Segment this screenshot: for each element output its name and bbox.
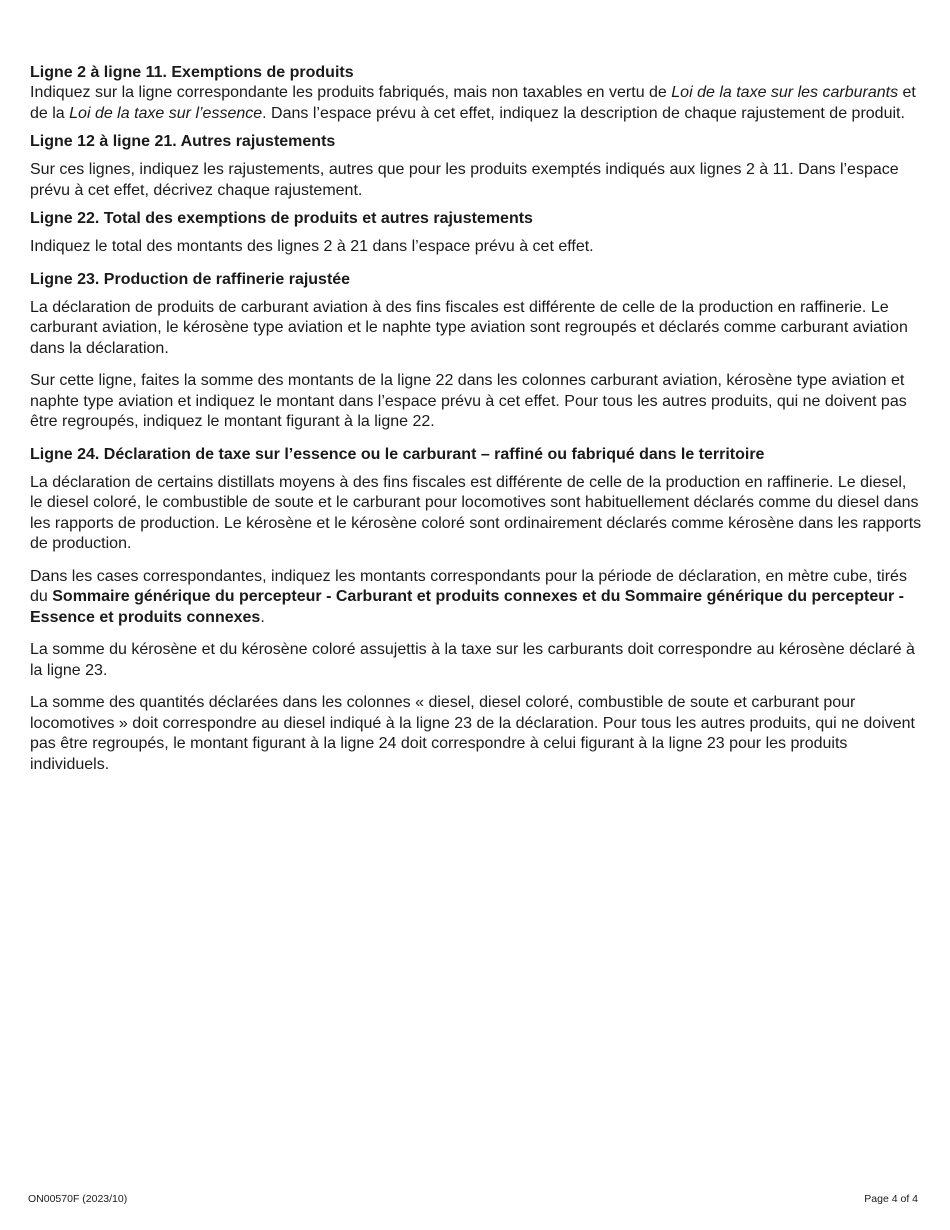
section-paragraph: La déclaration de produits de carburant aviation à des fins fiscales est différente de celle de la production en raffinerie. Le carburant aviation, le kérosène type aviation et le naphte type aviation sont regroupés et déclarés comme carburant aviation dans la déclaration.	[30, 298, 908, 357]
section-paragraph: La somme des quantités déclarées dans les colonnes « diesel, diesel coloré, combustible de soute et carburant pour locomotives » doit correspondre au diesel indiqué à la ligne 23 de la déclaration. Pour tous les autres produits, qui ne doivent pas être regroupés, le montant figurant à la ligne 24 doit correspondre à celui figurant à la ligne 23 pour les produits individuels.	[30, 694, 915, 773]
section-paragraph: La somme du kérosène et du kérosène coloré assujettis à la taxe sur les carburants doit correspondre au kérosène déclaré à la ligne 23.	[30, 641, 915, 679]
section-paragraph: La déclaration de certains distillats moyens à des fins fiscales est différente de celle de la production en raffinerie. Le diesel, le diesel coloré, le combustible de soute et le carburant pour locomotives sont habituellement déclarés comme du diesel dans les rapports de production. Le kérosène et le kérosène coloré sont ordinairement déclarés comme kérosène dans les rapports de production.	[30, 473, 922, 552]
document-body	[30, 63, 922, 775]
section-heading: Ligne 22. Total des exemptions de produits et autres rajustements	[30, 210, 533, 227]
section-paragraph: Indiquez le total des montants des lignes 2 à 21 dans l’espace prévu à cet effet.	[30, 238, 594, 255]
section-paragraph: Indiquez sur la ligne correspondante les produits fabriqués, mais non taxables en vertu de Loi de la taxe sur les carburants et de la Loi de la taxe sur l’essence. Dans l’espace prévu à cet effet, indiquez la description de chaque rajustement de produit.	[30, 84, 916, 122]
section-heading: Ligne 12 à ligne 21. Autres rajustements	[30, 133, 336, 150]
page-number: Page 4 of 4	[864, 1193, 918, 1205]
form-identifier: ON00570F (2023/10)	[28, 1193, 128, 1205]
section-paragraph: Sur ces lignes, indiquez les rajustements, autres que pour les produits exemptés indiqués aux lignes 2 à 11. Dans l’espace prévu à cet effet, décrivez chaque rajustement.	[30, 161, 899, 199]
section-heading: Ligne 2 à ligne 11. Exemptions de produits	[30, 64, 354, 81]
section-heading: Ligne 24. Déclaration de taxe sur l’essence ou le carburant – raffiné ou fabriqué dans le territoire	[30, 445, 765, 463]
section-paragraph: Sur cette ligne, faites la somme des montants de la ligne 22 dans les colonnes carburant aviation, kérosène type aviation et naphte type aviation et indiquez le montant dans l’espace prévu à cet effet. Pour tous les autres produits, qui ne doivent pas être regroupés, indiquez le montant figurant à la ligne 22.	[30, 372, 907, 430]
section-heading: Ligne 23. Production de raffinerie rajustée	[30, 270, 351, 288]
section-paragraph: Dans les cases correspondantes, indiquez les montants correspondants pour la période de déclaration, en mètre cube, tirés du Sommaire générique du percepteur - Carburant et produits connexes et du Sommaire générique du percepteur - Essence et produits connexes.	[30, 567, 907, 626]
